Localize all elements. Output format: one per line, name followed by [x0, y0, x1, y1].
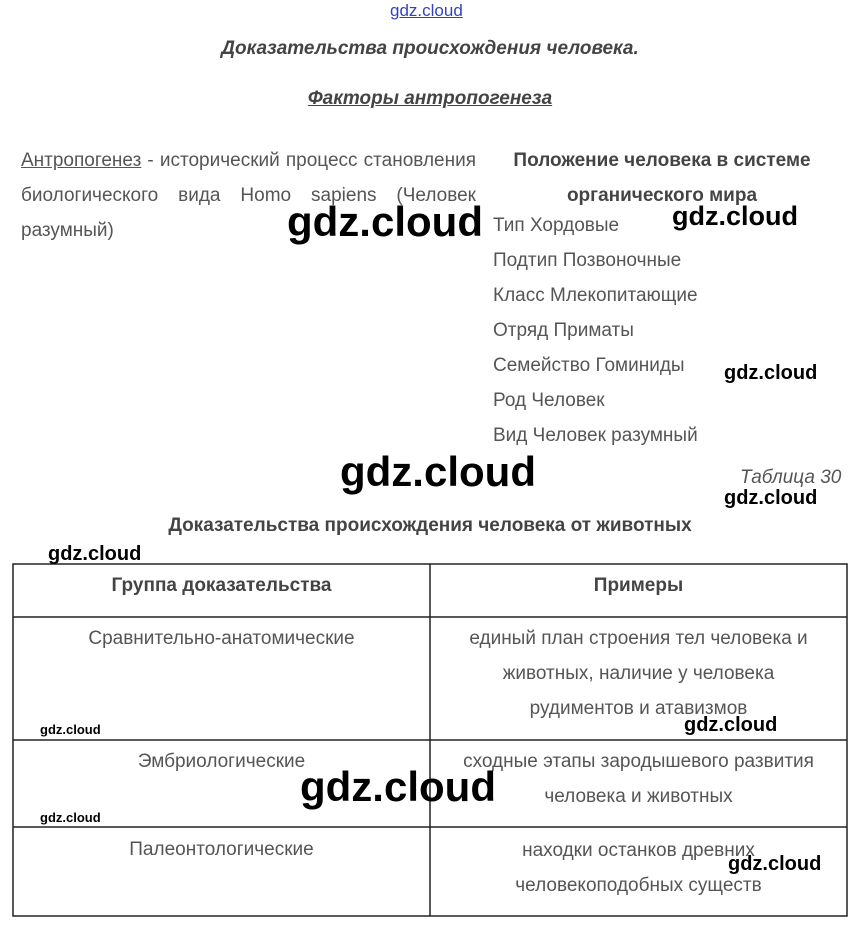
taxon-item: Вид Человек разумный [493, 425, 698, 446]
section-subtitle: Факторы антропогенеза [307, 88, 553, 109]
table-number: Таблица 30 [740, 467, 842, 488]
taxon-item: Тип Хордовые [493, 215, 620, 236]
watermark-top: gdz.cloud [390, 1, 463, 20]
table-header-examples: Примеры [593, 575, 684, 596]
taxon-item: Подтип Позвоночные [493, 250, 682, 271]
definition-term: Антропогенез [21, 150, 142, 171]
watermark: gdz.cloud [300, 763, 496, 810]
table-cell-group: Сравнительно-анатомические [88, 628, 355, 649]
definition-text: - исторический процесс становления биологического вида Homo sapiens (Человек разумный) [21, 150, 476, 241]
watermark: gdz.cloud [684, 714, 778, 736]
watermark: gdz.cloud [40, 722, 101, 737]
watermark: gdz.cloud [287, 198, 483, 245]
table-cell-examples: находки останков древних человекоподобных существ [515, 840, 762, 896]
taxon-item: Семейство Гоминиды [493, 355, 685, 376]
watermark: gdz.cloud [672, 201, 798, 231]
taxon-item: Класс Млекопитающие [493, 285, 698, 306]
table-cell-group: Палеонтологические [129, 839, 314, 860]
watermark: gdz.cloud [340, 448, 536, 495]
watermark: gdz.cloud [40, 810, 101, 825]
table-caption: Доказательства происхождения человека от животных [168, 515, 692, 536]
watermark: gdz.cloud [48, 543, 142, 565]
table-cell-examples: сходные этапы зародышевого развития человека и животных [463, 751, 814, 807]
watermark: gdz.cloud [724, 487, 818, 509]
taxon-item: Отряд Приматы [493, 320, 634, 341]
page-title: Доказательства происхождения человека. [221, 38, 639, 59]
position-heading: Положение человека в системе органического мира [513, 150, 811, 206]
watermark: gdz.cloud [728, 853, 822, 875]
taxon-item: Род Человек [493, 390, 605, 411]
table-header-group: Группа доказательства [111, 575, 332, 596]
watermark: gdz.cloud [724, 362, 818, 384]
taxa-list [493, 208, 698, 453]
table-cell-group: Эмбриологические [137, 751, 306, 772]
table-cell-examples: единый план строения тел человека и животных, наличие у человека рудиментов и атавизмов [469, 628, 808, 719]
